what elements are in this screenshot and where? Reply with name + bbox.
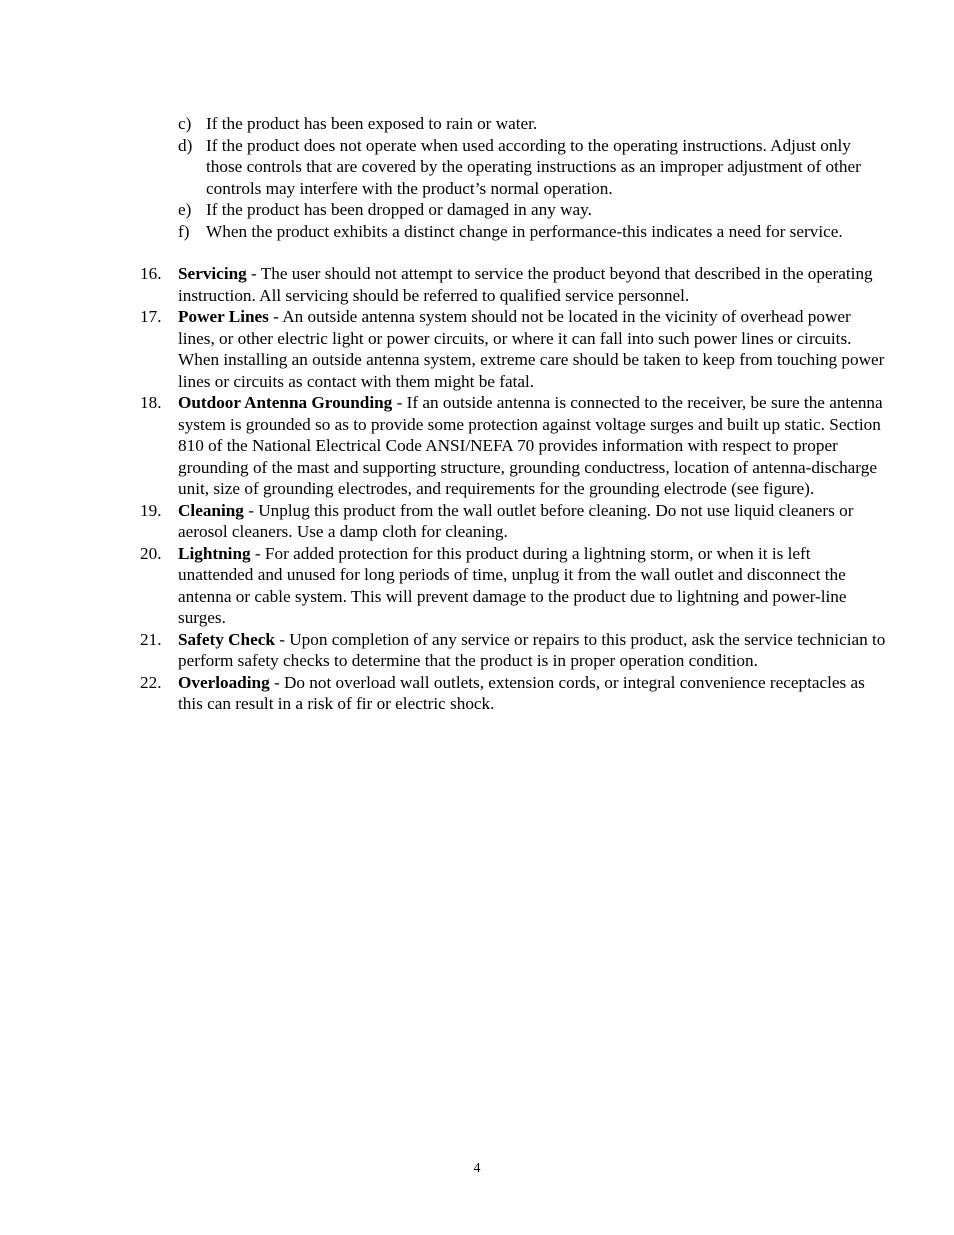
sub-item-marker: e) [178,200,192,219]
list-item-overloading [140,672,890,715]
item-number: 22. [140,672,162,692]
item-text: - Upon completion of any service or repairs to this product, ask the service technician to perform safety checks to determine that the product is in proper operation condition. [178,629,886,670]
sub-list-item-f [178,221,878,243]
item-term: Safety Check [178,629,275,649]
item-number: 18. [140,393,162,412]
sub-list-item-d [178,135,878,200]
sub-list [178,113,878,242]
numbered-list [140,263,890,715]
item-text: - For added protection for this product during a lightning storm, or when it is left unattended and unused for long periods of time, unplug it from the wall outlet and disconnect the antenna or cable system. This will prevent damage to the product due to lightning and power-line surges. [178,543,847,627]
list-item-cleaning [140,500,890,543]
list-item-servicing [140,263,890,306]
item-text: - Unplug this product from the wall outlet before cleaning. Do not use liquid cleaners or aerosol cleaners. Use a damp cloth for cleaning. [178,500,854,541]
item-text: - Do not overload wall outlets, extension cords, or integral convenience receptacles as this can result in a risk of fir or electric shock. [178,672,865,713]
item-term: Lightning [178,543,251,563]
item-text: - The user should not attempt to service the product beyond that described in the operating instruction. All servicing should be referred to qualified service personnel. [178,264,873,305]
item-term: Cleaning [178,500,244,520]
sub-item-marker: f) [178,221,190,241]
sub-list-item-e [178,199,878,221]
list-item-power-lines [140,306,890,392]
item-term: Overloading [178,672,270,692]
page-number: 4 [473,1161,481,1176]
item-term: Servicing [178,264,247,283]
sub-list-item-c [178,113,878,135]
item-text: - An outside antenna system should not be located in the vicinity of overhead power lines, or other electric light or power circuits, or where it can fall into such power lines or circuits. When installing an outside antenna system, extreme care should be taken to keep from touching power lines or circuits as contact with them might be fatal. [178,307,885,391]
list-item-outdoor-antenna-grounding [140,392,890,500]
list-item-safety-check [140,629,890,672]
item-number: 21. [140,629,162,649]
sub-item-marker: d) [178,135,193,155]
item-term: Outdoor Antenna Grounding [178,393,393,412]
item-number: 19. [140,500,162,520]
item-text: - If an outside antenna is connected to the receiver, be sure the antenna system is grounded so as to provide some protection against voltage surges and built up static. Section 810 of the National Electrical Code ANSI/NEFA 70 provides information with respect to proper grounding of the mast and supporting structure, grounding conductress, location of antenna-discharge unit, size of grounding electrodes, and requirements for the grounding electrode (see figure). [178,393,883,498]
sub-item-text: If the product has been dropped or damaged in any way. [206,200,592,219]
sub-item-text: If the product has been exposed to rain or water. [206,114,538,133]
item-number: 16. [140,264,162,283]
sub-item-text: When the product exhibits a distinct change in performance-this indicates a need for service. [206,221,843,241]
sub-item-text: If the product does not operate when used according to the operating instructions. Adjust only those controls that are covered by the operating instructions as an improper adjustment of other controls may interfere with the product’s normal operation. [206,135,861,198]
item-number: 17. [140,307,162,326]
item-term: Power Lines [178,307,269,326]
sub-item-marker: c) [178,114,192,133]
list-item-lightning [140,543,890,629]
item-number: 20. [140,543,162,563]
